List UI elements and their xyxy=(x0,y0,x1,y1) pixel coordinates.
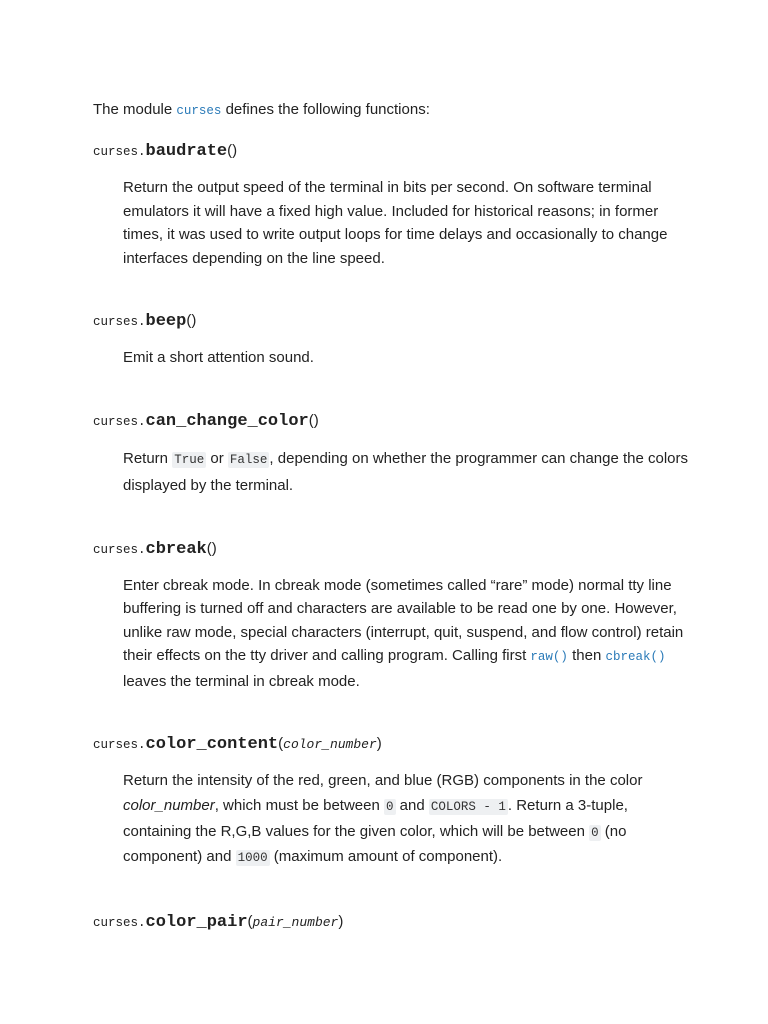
desc-text: . Return a 3-tuple, containing the R,G,B values for the given color, which will be between xyxy=(123,796,628,840)
function-name: can_change_color xyxy=(145,411,309,431)
doc-content xyxy=(93,98,693,934)
signature-baudrate xyxy=(93,140,693,163)
true-literal: True xyxy=(174,452,205,467)
open-paren: ( xyxy=(308,411,314,429)
desc-text: or xyxy=(206,449,228,467)
module-prefix: curses. xyxy=(93,738,146,752)
function-cbreak xyxy=(93,538,693,694)
signature-cbreak xyxy=(93,538,693,561)
close-paren: ) xyxy=(211,539,217,557)
open-paren: ( xyxy=(186,312,192,329)
function-beep xyxy=(93,310,693,370)
module-prefix: curses. xyxy=(93,414,146,429)
zero-literal: 0 xyxy=(385,799,394,814)
function-baudrate xyxy=(93,140,693,270)
parameter-name: pair_number xyxy=(252,915,339,931)
function-name: color_pair xyxy=(145,913,248,933)
function-name: color_content xyxy=(145,735,279,754)
module-prefix: curses. xyxy=(93,145,146,159)
curses-module-link[interactable]: curses xyxy=(176,104,222,118)
desc-text: (maximum amount of component). xyxy=(269,848,503,866)
signature-can-change-color xyxy=(93,410,693,433)
desc-text: leaves the terminal in cbreak mode. xyxy=(123,672,360,690)
function-color-pair xyxy=(93,911,693,934)
close-paren: ) xyxy=(338,913,344,931)
signature-color-content xyxy=(93,733,693,756)
function-color-content xyxy=(93,733,693,871)
colors-minus-one-literal: COLORS - 1 xyxy=(430,799,506,814)
function-name: cbreak xyxy=(145,539,207,559)
signature-color-pair xyxy=(93,911,693,934)
intro-text-pre: The module xyxy=(93,101,177,118)
description-can-change-color xyxy=(93,446,693,498)
desc-text: , which must be between xyxy=(214,796,384,814)
function-can-change-color xyxy=(93,410,693,498)
desc-text: Enter cbreak mode. In cbreak mode (sometimes called “rare” mode) normal tty line buffering is turned off and characters are available to be read one by one. However, unlike raw mode, special characters (interrupt, quit, suspend, and flow control) retain their effects on the tty driver and calling program. Calling first xyxy=(123,576,684,664)
open-paren: ( xyxy=(206,539,212,557)
description-color-content xyxy=(93,769,693,871)
signature-beep xyxy=(93,310,693,333)
close-paren: ) xyxy=(376,735,382,752)
open-paren: ( xyxy=(247,913,253,931)
description-baudrate: Return the output speed of the terminal in bits per second. On software terminal emulators it will have a fixed high value. Included for historical reasons; in former times, it was used to write output loops for time delays and occasionally to change interfaces depending on the line speed. xyxy=(123,179,668,267)
desc-text: (no component) and xyxy=(123,822,627,866)
function-name: beep xyxy=(145,312,187,331)
open-paren: ( xyxy=(278,735,284,752)
raw-function-link[interactable]: raw() xyxy=(530,650,568,664)
desc-text: , depending on whether the programmer can change the colors displayed by the terminal. xyxy=(123,449,689,494)
false-literal: False xyxy=(229,452,268,467)
desc-text: Return the intensity of the red, green, and blue (RGB) components in the color xyxy=(123,772,643,789)
module-prefix: curses. xyxy=(93,542,146,557)
thousand-literal: 1000 xyxy=(237,851,268,866)
parameter-reference: color_number xyxy=(123,796,215,814)
close-paren: ) xyxy=(232,142,238,159)
open-paren: ( xyxy=(227,142,233,159)
close-paren: ) xyxy=(191,312,197,329)
description-beep: Emit a short attention sound. xyxy=(123,349,314,366)
intro-paragraph xyxy=(93,98,693,123)
function-name: baudrate xyxy=(145,142,228,161)
cbreak-function-link[interactable]: cbreak() xyxy=(605,650,666,664)
desc-text: then xyxy=(567,647,606,664)
close-paren: ) xyxy=(313,411,319,429)
module-prefix: curses. xyxy=(93,916,146,931)
zero-literal: 0 xyxy=(591,825,599,840)
desc-text: and xyxy=(395,796,429,814)
desc-text: Return xyxy=(123,449,173,467)
parameter-name: color_number xyxy=(283,737,377,752)
description-cbreak xyxy=(93,574,693,694)
intro-text-post: defines the following functions: xyxy=(221,101,430,118)
module-prefix: curses. xyxy=(93,315,146,329)
